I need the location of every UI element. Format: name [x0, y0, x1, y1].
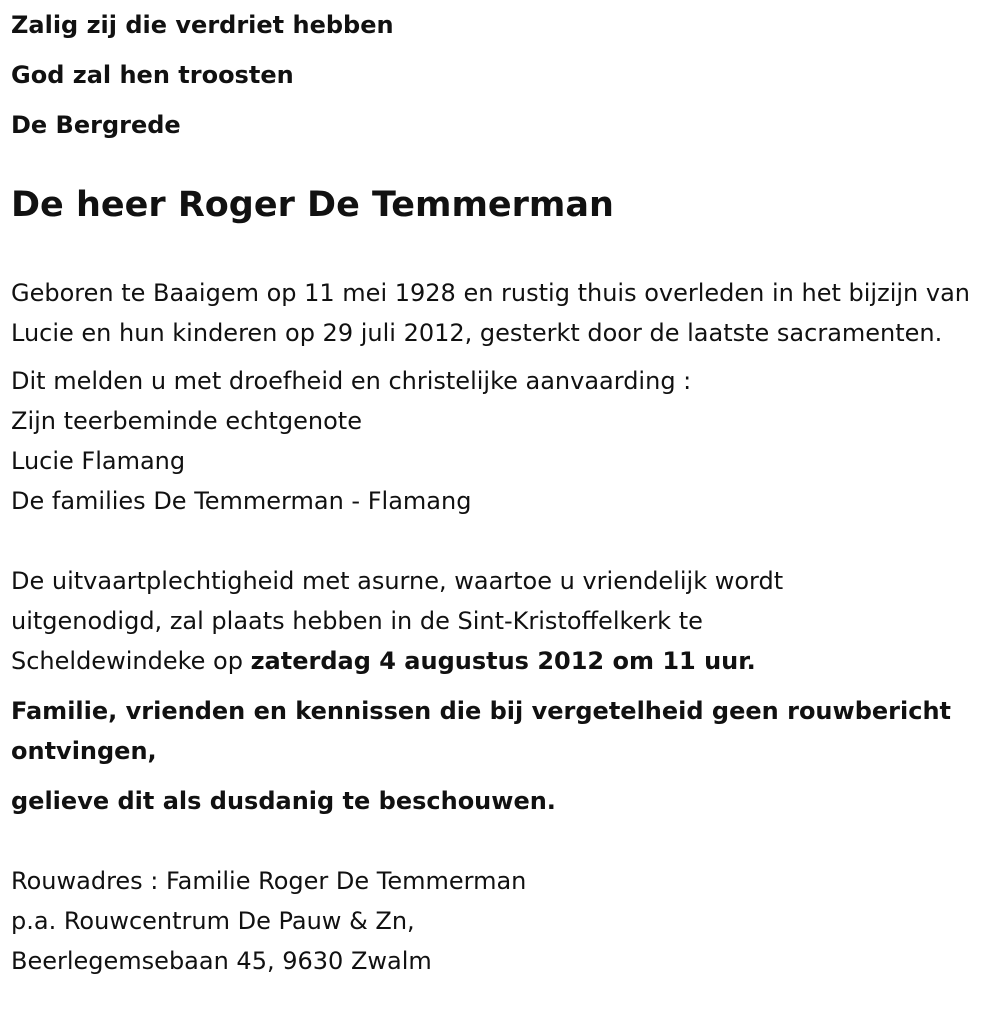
spouse-name: Lucie Flamang	[11, 447, 186, 475]
address-block	[11, 861, 991, 981]
verse-source: De Bergrede	[11, 111, 181, 139]
announcement-block	[11, 361, 991, 521]
address-line-1: Rouwadres : Familie Roger De Temmerman	[11, 867, 527, 895]
ceremony-block	[11, 561, 991, 681]
ceremony-line-1: De uitvaartplechtigheid met asurne, waartoe u vriendelijk wordt	[11, 567, 784, 595]
verse-line-1: Zalig zij die verdriet hebben	[11, 11, 394, 39]
spouse-relation: Zijn teerbeminde echtgenote	[11, 407, 362, 435]
notice-line-1: Familie, vrienden en kennissen die bij vergetelheid geen rouwbericht ontvingen,	[11, 697, 951, 765]
families-line: De families De Temmerman - Flamang	[11, 487, 472, 515]
verse-line-2: God zal hen troosten	[11, 61, 294, 89]
birth-death-paragraph: Geboren te Baaigem op 11 mei 1928 en rustig thuis overleden in het bijzijn van Lucie en hun kinderen op 29 juli 2012, gesterkt door de laatste sacramenten.	[11, 279, 970, 347]
announcement-intro: Dit melden u met droefheid en christelijke aanvaarding :	[11, 367, 692, 395]
notice-line-2: gelieve dit als dusdanig te beschouwen.	[11, 787, 556, 815]
deceased-name: De heer Roger De Temmerman	[11, 185, 614, 225]
ceremony-line-2: uitgenodigd, zal plaats hebben in de Sint-Kristoffelkerk te	[11, 607, 703, 635]
obituary-page	[11, 0, 991, 981]
ceremony-location: Scheldewindeke op	[11, 647, 251, 675]
ceremony-datetime: zaterdag 4 augustus 2012 om 11 uur.	[250, 647, 756, 675]
address-line-3: Beerlegemsebaan 45, 9630 Zwalm	[11, 947, 432, 975]
ceremony-line-3	[11, 641, 991, 681]
address-line-2: p.a. Rouwcentrum De Pauw & Zn,	[11, 907, 415, 935]
